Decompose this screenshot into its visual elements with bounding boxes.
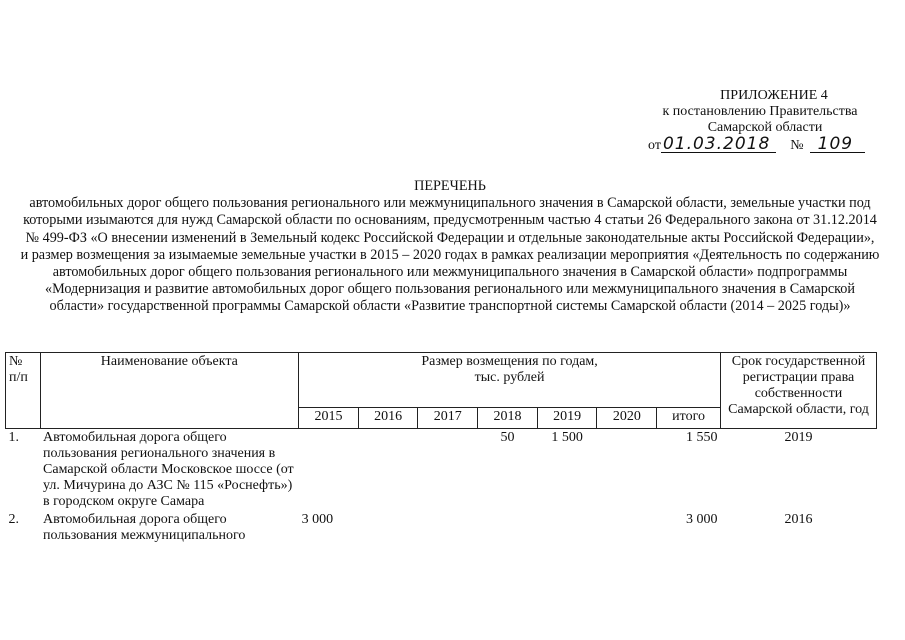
row-value-2016 [358,511,418,545]
row-value-2017 [418,511,478,545]
row-value-2019: 1 500 [551,430,583,445]
document-title-body: автомобильных дорог общего пользования регионального или межмуниципального значения в Самарской области, земельные участки под которыми изымаются для нужд Самарской области по основаниям, предусмотренным частью 4 статьи 26 Федерального закона от 31.12.2014 № 499-ФЗ «О внесении изменений в Земельный кодекс Российской Федерации и отдельные законодательные акты Российской Федерации», и размер возмещения за изымаемые земельные участки в 2015 – 2020 годах в рамках реализации мероприятия «Деятельность по содержанию автомобильных дорог общего пользования регионального или межмуниципального значения в Самарской области» подпрограммы «Модернизация и развитие автомобильных дорог общего пользования регионального или межмуниципального значения в Самарской области» государственной программы Самарской области «Развитие транспортной системы Самарской области (2014 – 2025 годы)» [20,195,880,315]
document-title: ПЕРЕЧЕНЬ [414,178,486,194]
header-compensation: Размер возмещения по годам, тыс. рублей [299,353,721,408]
compensation-table [5,352,877,545]
row-number: 1. [8,430,19,445]
document-title-block [20,178,880,316]
handwritten-date: 01.03.2018 [661,136,776,153]
row-total: 3 000 [686,512,718,527]
row-registration-term: 2019 [784,430,813,445]
header-number: № п/п [6,353,41,429]
table-row [6,429,877,512]
row-value-2019 [537,511,597,545]
appendix-heading: ПРИЛОЖЕНИЕ 4 [720,88,828,103]
row-object-name: Автомобильная дорога общего пользования межмуниципального [43,512,246,543]
row-total: 1 550 [686,430,718,445]
number-sign: № [790,138,804,153]
header-year-2015: 2015 [299,408,359,429]
header-year-2018: 2018 [478,408,538,429]
header-year-2016: 2016 [358,408,418,429]
header-year-2019: 2019 [537,408,597,429]
header-registration-term: Срок государственной регистрации права собственности Самарской области, год [721,353,877,429]
row-value-2018 [478,511,538,545]
row-value-2015: 3 000 [301,512,334,527]
header-year-2020: 2020 [597,408,657,429]
date-prefix: от [648,138,661,153]
appendix-line-1: к постановлению Правительства [662,104,858,119]
table-row [6,511,877,545]
row-value-2020 [597,511,657,545]
row-value-2018: 50 [500,430,515,445]
row-value-2017 [418,429,478,512]
appendix-block [640,88,880,154]
header-total: итого [657,408,721,429]
row-object-name: Автомобильная дорога общего пользования регионального значения в Самарской области Московское шоссе (от ул. Мичурина до АЗС № 115 «Роснефть») в городском округе Самара [43,430,294,509]
row-number: 2. [8,512,19,527]
handwritten-number: 109 [810,136,865,153]
appendix-line-2: Самарской области [707,120,823,135]
row-value-2016 [358,429,418,512]
row-registration-term: 2016 [784,512,813,527]
row-value-2015 [299,429,359,512]
header-object-name: Наименование объекта [40,353,299,429]
header-year-2017: 2017 [418,408,478,429]
date-number-line [648,136,880,154]
row-value-2020 [597,429,657,512]
